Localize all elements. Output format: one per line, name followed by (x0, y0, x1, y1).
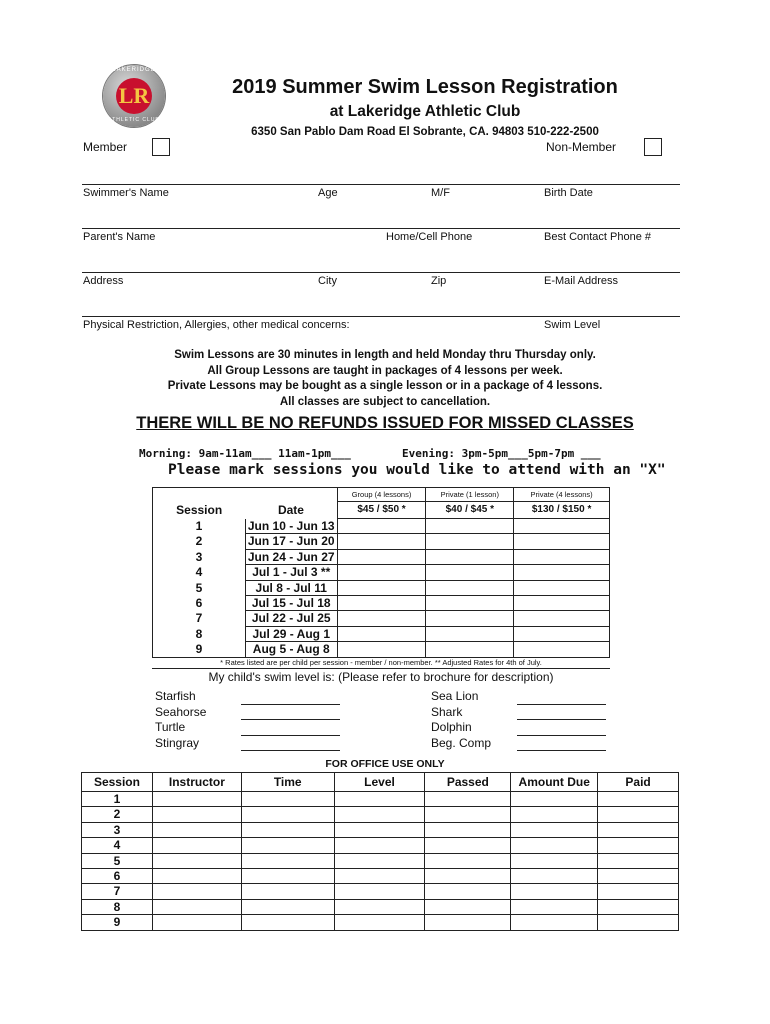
parent-name-field[interactable]: Parent's Name (83, 231, 156, 243)
email-field[interactable]: E-Mail Address (544, 275, 618, 287)
office-cell[interactable] (241, 792, 334, 807)
mark-instruction: Please mark sessions you would like to attend with an "X" (168, 462, 666, 478)
session-option-cell[interactable] (426, 519, 514, 534)
office-row (82, 822, 679, 837)
office-cell[interactable] (241, 915, 334, 930)
office-session-number: 8 (82, 899, 153, 914)
session-date: Jul 29 - Aug 1 (245, 626, 337, 641)
office-cell[interactable] (511, 899, 598, 914)
office-cell[interactable] (598, 807, 679, 822)
option-private4-price: $130 / $150 * (514, 502, 610, 519)
office-cell[interactable] (511, 838, 598, 853)
office-use-title: FOR OFFICE USE ONLY (325, 758, 445, 770)
office-cell[interactable] (334, 822, 425, 837)
session-option-cell[interactable] (514, 534, 610, 549)
office-row (82, 869, 679, 884)
session-option-cell[interactable] (426, 596, 514, 611)
birth-date-field[interactable]: Birth Date (544, 187, 593, 199)
session-row (153, 519, 610, 534)
option-private4-header: Private (4 lessons) (514, 488, 610, 502)
session-number: 5 (195, 580, 203, 595)
office-cell[interactable] (152, 884, 241, 899)
field-divider (82, 316, 680, 317)
office-row (82, 899, 679, 914)
session-date: Jul 22 - Jul 25 (245, 611, 337, 626)
option-group-header: Group (4 lessons) (337, 488, 426, 502)
office-cell[interactable] (152, 822, 241, 837)
office-cell[interactable] (511, 884, 598, 899)
office-cell[interactable] (334, 899, 425, 914)
non-member-checkbox[interactable] (644, 138, 662, 156)
field-divider (82, 272, 680, 273)
level-turtle-line[interactable] (241, 735, 340, 736)
office-cell[interactable] (598, 792, 679, 807)
office-cell[interactable] (334, 915, 425, 930)
level-stingray-line[interactable] (241, 750, 340, 751)
level-dolphin: Dolphin (431, 720, 472, 734)
option-private1-header: Private (1 lesson) (426, 488, 514, 502)
session-option-cell[interactable] (426, 534, 514, 549)
session-table (152, 487, 610, 658)
session-option-cell[interactable] (514, 519, 610, 534)
office-cell[interactable] (334, 807, 425, 822)
office-header-row (82, 773, 679, 792)
date-header: Date (277, 502, 304, 517)
session-row (153, 596, 610, 611)
office-cell[interactable] (241, 884, 334, 899)
office-cell[interactable] (152, 853, 241, 868)
office-cell[interactable] (511, 853, 598, 868)
level-dolphin-line[interactable] (517, 735, 606, 736)
office-cell[interactable] (152, 807, 241, 822)
session-date: Jul 1 - Jul 3 ** (245, 565, 337, 580)
session-option-cell[interactable] (514, 565, 610, 580)
member-checkbox[interactable] (152, 138, 170, 156)
office-header-time: Time (241, 773, 334, 792)
club-address: 6350 San Pablo Dam Road El Sobrante, CA. 94803 510-222-2500 (251, 126, 599, 138)
logo-text-top: LAKERIDGE (112, 67, 156, 73)
office-cell[interactable] (241, 838, 334, 853)
level-starfish: Starfish (155, 689, 196, 703)
morning-times[interactable]: Morning: 9am-11am___ 11am-1pm___ (139, 447, 351, 460)
office-row (82, 792, 679, 807)
session-date: Aug 5 - Aug 8 (245, 642, 337, 657)
session-row (153, 534, 610, 549)
session-option-cell[interactable] (514, 596, 610, 611)
office-header-passed: Passed (425, 773, 511, 792)
city-field[interactable]: City (318, 275, 337, 287)
session-option-cell[interactable] (426, 549, 514, 564)
office-cell[interactable] (152, 838, 241, 853)
office-session-number: 6 (82, 869, 153, 884)
office-session-number: 3 (82, 822, 153, 837)
session-row (153, 580, 610, 595)
zip-field[interactable]: Zip (431, 275, 447, 287)
session-option-cell[interactable] (426, 580, 514, 595)
level-sea-lion-line[interactable] (517, 704, 606, 705)
session-option-cell[interactable] (337, 534, 426, 549)
session-date: Jul 15 - Jul 18 (245, 596, 337, 611)
swimmer-name-field[interactable]: Swimmer's Name (83, 187, 169, 199)
office-cell[interactable] (425, 838, 511, 853)
session-option-cell[interactable] (426, 611, 514, 626)
office-cell[interactable] (425, 915, 511, 930)
levels-left (155, 689, 206, 751)
office-cell[interactable] (598, 869, 679, 884)
office-cell[interactable] (152, 792, 241, 807)
option-group-price: $45 / $50 * (337, 502, 426, 519)
session-number: 2 (195, 534, 203, 549)
level-beg-comp: Beg. Comp (431, 735, 492, 750)
office-session-number: 4 (82, 838, 153, 853)
session-row (153, 626, 610, 641)
option-private1-price: $40 / $45 * (426, 502, 514, 519)
refund-notice: THERE WILL BE NO REFUNDS ISSUED FOR MISSED CLASSES (136, 414, 634, 432)
member-label: Member (83, 140, 128, 154)
office-cell[interactable] (334, 792, 425, 807)
session-option-cell[interactable] (514, 642, 610, 657)
office-row (82, 853, 679, 868)
evening-times[interactable]: Evening: 3pm-5pm___5pm-7pm ___ (402, 447, 601, 460)
office-header-session: Session (82, 773, 153, 792)
office-row (82, 807, 679, 822)
level-seahorse: Seahorse (155, 704, 207, 719)
office-cell[interactable] (152, 869, 241, 884)
rates-footnote: * Rates listed are per child per session - member / non-member. ** Adjusted Rates for 4th of July. (220, 658, 542, 667)
office-row (82, 838, 679, 853)
office-cell[interactable] (425, 884, 511, 899)
session-date: Jul 8 - Jul 11 (245, 580, 337, 595)
office-cell[interactable] (425, 822, 511, 837)
session-row (153, 642, 610, 657)
office-session-number: 1 (82, 792, 153, 807)
session-option-cell[interactable] (337, 596, 426, 611)
session-number: 3 (195, 549, 203, 564)
levels-right (431, 689, 491, 751)
office-cell[interactable] (425, 899, 511, 914)
session-number: 7 (195, 611, 203, 626)
level-turtle: Turtle (155, 720, 186, 734)
office-session-number: 7 (82, 884, 153, 899)
note-line: Swim Lessons are 30 minutes in length and held Monday thru Thursday only. (174, 349, 596, 361)
office-cell[interactable] (334, 869, 425, 884)
session-row (153, 611, 610, 626)
office-cell[interactable] (241, 822, 334, 837)
office-cell[interactable] (334, 838, 425, 853)
office-header-amount-due: Amount Due (511, 773, 598, 792)
session-date: Jun 24 - Jun 27 (245, 549, 337, 564)
office-row (82, 915, 679, 930)
session-option-cell[interactable] (426, 642, 514, 657)
session-row (153, 565, 610, 580)
lesson-notes (0, 348, 770, 410)
session-option-cell[interactable] (337, 626, 426, 641)
office-cell[interactable] (598, 915, 679, 930)
home-phone-field[interactable]: Home/Cell Phone (386, 231, 473, 243)
office-cell[interactable] (511, 915, 598, 930)
logo-text-bottom: ATHLETIC CLUB (108, 117, 160, 123)
office-cell[interactable] (334, 853, 425, 868)
level-sea-lion: Sea Lion (431, 689, 479, 703)
session-option-cell[interactable] (426, 626, 514, 641)
session-row (153, 549, 610, 564)
session-number: 6 (195, 596, 203, 611)
best-contact-phone-field[interactable]: Best Contact Phone # (544, 231, 652, 243)
office-cell[interactable] (425, 869, 511, 884)
non-member-label: Non-Member (546, 140, 617, 154)
page-title: 2019 Summer Swim Lesson Registration (232, 76, 618, 98)
office-cell[interactable] (425, 853, 511, 868)
office-header-level: Level (334, 773, 425, 792)
session-date: Jun 17 - Jun 20 (245, 534, 337, 549)
session-date: Jun 10 - Jun 13 (245, 519, 337, 534)
session-option-cell[interactable] (337, 580, 426, 595)
office-cell[interactable] (598, 899, 679, 914)
age-field[interactable]: Age (318, 187, 338, 199)
office-cell[interactable] (425, 807, 511, 822)
medical-concerns-field[interactable]: Physical Restriction, Allergies, other medical concerns: (83, 319, 350, 331)
level-question: My child's swim level is: (Please refer to brochure for description) (208, 670, 554, 684)
office-cell[interactable] (511, 869, 598, 884)
office-cell[interactable] (241, 807, 334, 822)
session-option-cell[interactable] (514, 611, 610, 626)
office-session-number: 2 (82, 807, 153, 822)
office-cell[interactable] (598, 822, 679, 837)
session-option-cell[interactable] (337, 549, 426, 564)
session-option-cell[interactable] (514, 580, 610, 595)
office-header-instructor: Instructor (152, 773, 241, 792)
office-session-number: 9 (82, 915, 153, 930)
office-cell[interactable] (241, 899, 334, 914)
office-cell[interactable] (241, 853, 334, 868)
office-cell[interactable] (511, 822, 598, 837)
level-beg-comp-line[interactable] (517, 750, 606, 751)
office-cell[interactable] (425, 792, 511, 807)
session-option-cell[interactable] (337, 611, 426, 626)
footnote-divider (152, 668, 610, 669)
session-option-cell[interactable] (514, 626, 610, 641)
office-cell[interactable] (598, 853, 679, 868)
office-cell[interactable] (511, 807, 598, 822)
page-subtitle: at Lakeridge Athletic Club (329, 103, 521, 120)
office-cell[interactable] (334, 884, 425, 899)
office-row (82, 884, 679, 899)
office-cell[interactable] (598, 838, 679, 853)
level-shark: Shark (431, 704, 463, 719)
level-seahorse-line[interactable] (241, 719, 340, 720)
office-cell[interactable] (241, 869, 334, 884)
note-line: Private Lessons may be bought as a single lesson or in a package of 4 lessons. (167, 380, 603, 392)
office-cell[interactable] (152, 915, 241, 930)
field-divider (82, 184, 680, 185)
level-shark-line[interactable] (517, 719, 606, 720)
note-line: All Group Lessons are taught in packages of 4 lessons per week. (207, 364, 563, 377)
session-option-cell[interactable] (514, 549, 610, 564)
swim-level-field[interactable]: Swim Level (544, 319, 601, 331)
session-number: 1 (195, 518, 203, 533)
office-table (81, 772, 679, 931)
office-header-paid: Paid (598, 773, 679, 792)
office-session-number: 5 (82, 853, 153, 868)
session-number: 8 (195, 626, 203, 641)
gender-field[interactable]: M/F (431, 187, 450, 199)
level-starfish-line[interactable] (241, 704, 340, 705)
session-option-cell[interactable] (337, 642, 426, 657)
address-field[interactable]: Address (83, 275, 124, 287)
session-number: 9 (195, 641, 203, 656)
session-number: 4 (195, 565, 203, 580)
level-stingray: Stingray (155, 735, 200, 750)
office-cell[interactable] (598, 884, 679, 899)
session-option-cell[interactable] (426, 565, 514, 580)
office-cell[interactable] (511, 792, 598, 807)
session-header: Session (176, 502, 223, 517)
note-line: All classes are subject to cancellation. (279, 395, 491, 408)
field-divider (82, 228, 680, 229)
session-option-cell[interactable] (337, 519, 426, 534)
office-cell[interactable] (152, 899, 241, 914)
logo-mark: LR (116, 78, 152, 114)
session-option-cell[interactable] (337, 565, 426, 580)
